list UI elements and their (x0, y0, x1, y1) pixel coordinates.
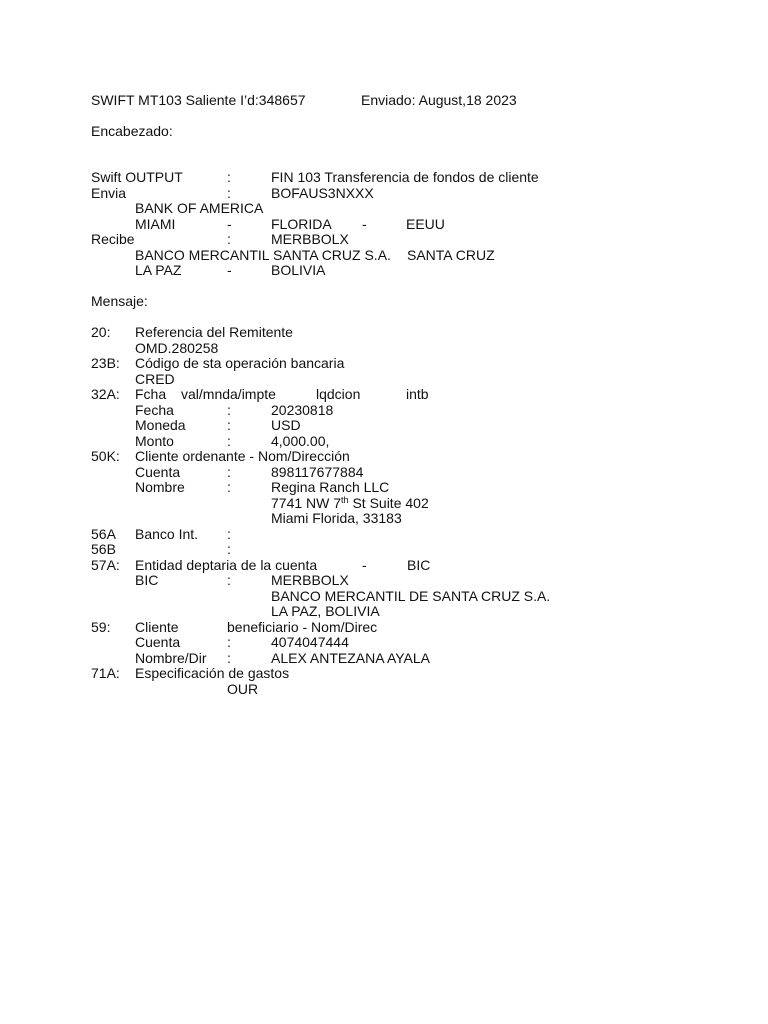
address-line-1-suite: St Suite 402 (348, 495, 429, 511)
field-56a-title: Banco Int. (135, 526, 199, 542)
fecha-value: 20230818 (271, 402, 334, 418)
field-32a-col-fcha: Fcha (135, 386, 167, 402)
beneficiary-nombre-value: ALEX ANTEZANA AYALA (271, 650, 430, 666)
field-20-tag: 20: (91, 324, 111, 340)
field-57a-tag: 57A: (91, 557, 120, 573)
field-32a-tag: 32A: (91, 386, 120, 402)
envia-label: Envia (91, 185, 127, 201)
address-line-1 (271, 495, 429, 511)
receiver-city: LA PAZ (135, 262, 182, 278)
receiver-bank-city: SANTA CRUZ (407, 247, 495, 263)
bic-label: BIC (135, 572, 159, 588)
beneficiary-cuenta-colon: : (227, 634, 231, 650)
receiver-dash: - (227, 262, 232, 278)
field-71a-tag: 71A: (91, 665, 120, 681)
address-line-2: Miami Florida, 33183 (271, 510, 402, 526)
cuenta-label: Cuenta (135, 464, 181, 480)
field-23b-title: Código de sta operación bancaria (135, 355, 345, 371)
swift-output-value: FIN 103 Transferencia de fondos de cliente (271, 169, 539, 185)
field-56a-tag: 56A (91, 526, 116, 542)
sent-date: Enviado: August,18 2023 (361, 92, 517, 108)
moneda-value: USD (271, 417, 301, 433)
field-71a-value: OUR (227, 681, 259, 697)
sender-state: FLORIDA (271, 216, 332, 232)
bic-value: MERBBOLX (271, 572, 349, 588)
nombre-label: Nombre (135, 479, 185, 495)
sender-city: MIAMI (135, 216, 176, 232)
field-32a-col-val: val/mnda/impte (181, 386, 276, 402)
bic-colon: : (227, 572, 231, 588)
field-57a-dash: - (362, 557, 367, 573)
bic-city: LA PAZ, BOLIVIA (271, 603, 380, 619)
field-50k-title: Cliente ordenante - Nom/Dirección (135, 448, 350, 464)
field-59-title-beneficiario: beneficiario - Nom/Direc (227, 619, 378, 635)
beneficiary-nombre-colon: : (227, 650, 231, 666)
field-56a-colon: : (227, 526, 231, 542)
address-line-1-ordinal: th (341, 495, 349, 505)
monto-colon: : (227, 433, 231, 449)
sender-bank: BANK OF AMERICA (135, 200, 264, 216)
field-59-title-cliente: Cliente (135, 619, 179, 635)
address-line-1-street: 7741 NW 7 (271, 495, 342, 511)
monto-value: 4,000.00, (271, 433, 330, 449)
monto-label: Monto (135, 433, 174, 449)
field-20-value: OMD.280258 (135, 340, 219, 356)
field-71a-title: Especificación de gastos (135, 665, 290, 681)
beneficiary-cuenta-label: Cuenta (135, 634, 181, 650)
cuenta-colon: : (227, 464, 231, 480)
recibe-value: MERBBOLX (271, 231, 349, 247)
recibe-colon: : (227, 231, 231, 247)
field-23b-tag: 23B: (91, 355, 120, 371)
sender-dash: - (227, 216, 232, 232)
receiver-bank: BANCO MERCANTIL SANTA CRUZ S.A. (135, 247, 391, 263)
document-title: SWIFT MT103 Saliente I’d:348657 (91, 92, 306, 108)
field-23b-value: CRED (135, 371, 175, 387)
encabezado-label: Encabezado: (91, 123, 173, 139)
nombre-value: Regina Ranch LLC (271, 479, 390, 495)
beneficiary-cuenta-value: 4074047444 (271, 634, 349, 650)
receiver-country: BOLIVIA (271, 262, 326, 278)
envia-colon: : (227, 185, 231, 201)
field-32a-col-intb: intb (406, 386, 429, 402)
mensaje-label: Mensaje: (91, 293, 148, 309)
cuenta-value: 898117677884 (271, 464, 364, 480)
moneda-label: Moneda (135, 417, 186, 433)
beneficiary-nombre-label: Nombre/Dir (135, 650, 207, 666)
moneda-colon: : (227, 417, 231, 433)
field-57a-title: Entidad deptaria de la cuenta (135, 557, 318, 573)
envia-value: BOFAUS3NXXX (271, 185, 374, 201)
field-57a-bic-head: BIC (407, 557, 431, 573)
field-56b-colon: : (227, 541, 231, 557)
recibe-label: Recibe (91, 231, 135, 247)
swift-output-label: Swift OUTPUT (91, 169, 183, 185)
field-50k-tag: 50K: (91, 448, 120, 464)
sender-dash-2: - (362, 216, 367, 232)
fecha-colon: : (227, 402, 231, 418)
sender-country: EEUU (406, 216, 445, 232)
fecha-label: Fecha (135, 402, 174, 418)
nombre-colon: : (227, 479, 231, 495)
field-20-title: Referencia del Remitente (135, 324, 293, 340)
bic-bank: BANCO MERCANTIL DE SANTA CRUZ S.A. (271, 588, 551, 604)
swift-output-colon: : (227, 169, 231, 185)
field-59-tag: 59: (91, 619, 111, 635)
field-32a-col-lqdcion: lqdcion (316, 386, 361, 402)
field-56b-tag: 56B (91, 541, 116, 557)
